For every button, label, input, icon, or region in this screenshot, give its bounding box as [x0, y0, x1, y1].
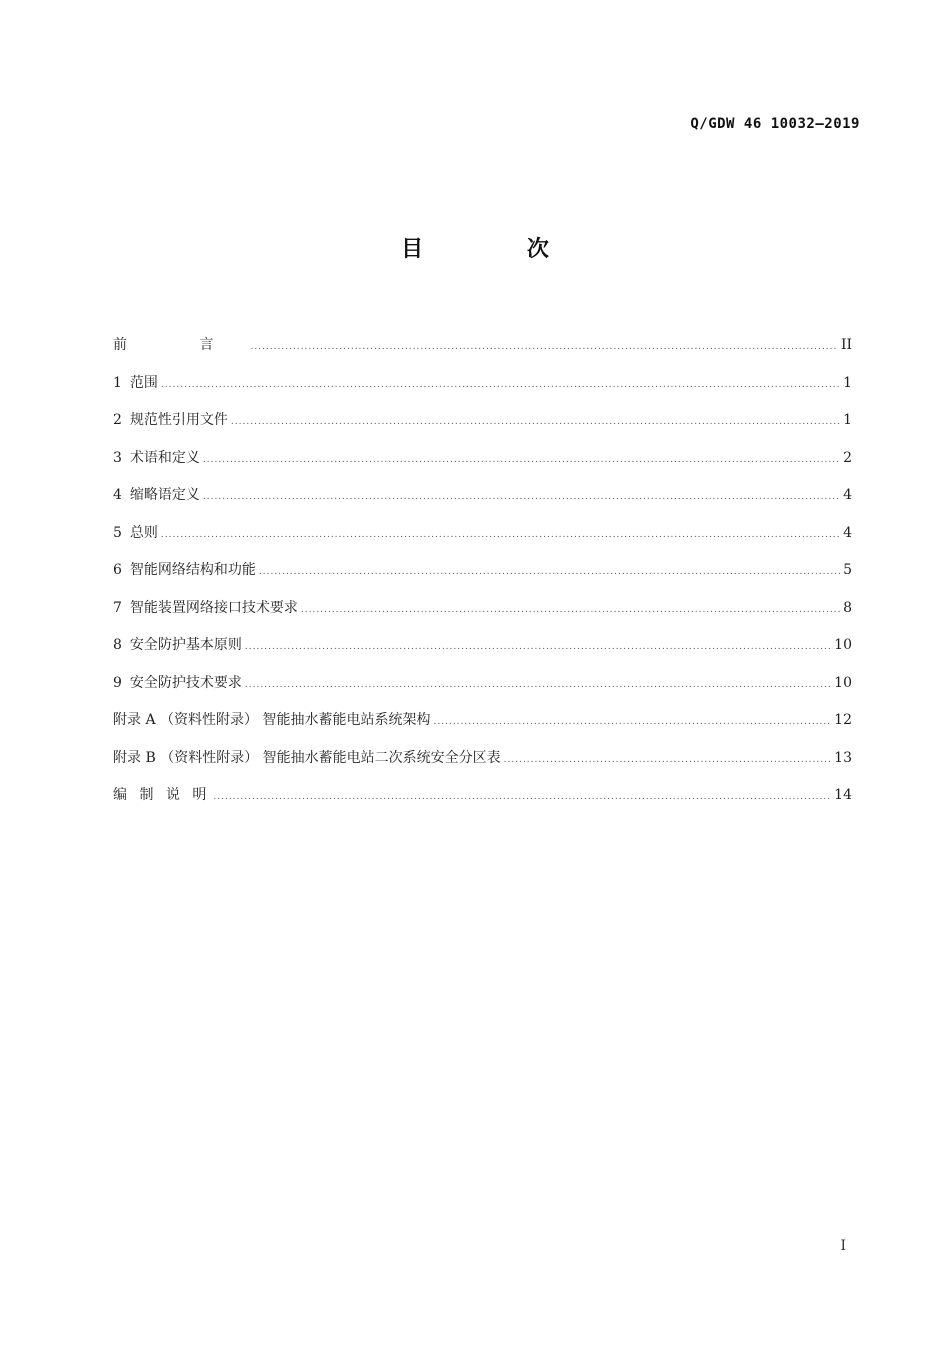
toc-entry-title: 前 言 — [113, 337, 248, 353]
toc-entry-number: 6 — [113, 562, 122, 578]
toc-leader-dots — [504, 756, 832, 765]
toc-leader-dots — [301, 606, 840, 615]
toc-entry[interactable] — [113, 709, 852, 747]
toc-entry-page: 1 — [843, 374, 852, 391]
page-title: 目 次 — [401, 237, 597, 262]
toc-entry[interactable] — [113, 634, 852, 672]
toc-entry-page: 4 — [843, 524, 852, 541]
toc-entry-title: 智能网络结构和功能 — [129, 562, 256, 578]
toc-entry[interactable] — [113, 597, 852, 635]
toc-entry-number: 5 — [113, 524, 122, 541]
toc-leader-dots — [231, 418, 840, 427]
toc-entry-title: 附录 B （资料性附录） 智能抽水蓄能电站二次系统安全分区表 — [113, 749, 501, 766]
toc-entry-title: 范围 — [129, 374, 158, 391]
toc-entry[interactable] — [113, 559, 852, 597]
toc-entry-title: 编 制 说 明 — [113, 787, 211, 803]
toc-entry-page: 1 — [843, 412, 852, 428]
toc-entry[interactable] — [113, 447, 852, 485]
toc-entry-page: 8 — [843, 599, 852, 616]
toc-entry-number: 4 — [113, 487, 122, 503]
toc-leader-dots — [245, 681, 831, 690]
toc-entry[interactable] — [113, 409, 852, 447]
toc-entry-title: 总则 — [129, 524, 158, 541]
document-code: Q/GDW 46 10032—2019 — [690, 116, 860, 132]
toc-entry-page: 14 — [834, 787, 852, 803]
toc-entry-number: 7 — [113, 599, 122, 616]
toc-entry-title: 规范性引用文件 — [129, 412, 228, 428]
toc-entry-page: 10 — [834, 637, 852, 653]
toc-entry-title: 安全防护基本原则 — [129, 637, 242, 653]
toc-entry[interactable] — [113, 672, 852, 710]
toc-entry-title: 智能装置网络接口技术要求 — [129, 599, 298, 616]
toc-entry-page: 5 — [843, 562, 852, 578]
toc-leader-dots — [213, 793, 831, 802]
toc-entry-number: 1 — [113, 374, 122, 391]
toc-leader-dots — [203, 493, 840, 502]
toc-entry-page: 10 — [834, 674, 852, 691]
toc-entry-page: 13 — [834, 749, 852, 766]
toc-entry-title: 安全防护技术要求 — [129, 674, 242, 691]
toc-entry-page: II — [840, 337, 852, 353]
toc-leader-dots — [433, 718, 831, 727]
toc-entry[interactable] — [113, 784, 852, 822]
page-number: I — [840, 1238, 846, 1254]
toc-entry-page: 12 — [834, 712, 852, 728]
toc-entry[interactable] — [113, 747, 852, 785]
toc-leader-dots — [161, 531, 840, 540]
toc-entry[interactable] — [113, 334, 852, 372]
table-of-contents — [113, 334, 852, 822]
toc-entry-number: 9 — [113, 674, 122, 691]
toc-entry-title: 附录 A （资料性附录） 智能抽水蓄能电站系统架构 — [113, 712, 431, 728]
toc-entry[interactable] — [113, 522, 852, 560]
toc-entry-title: 缩略语定义 — [129, 487, 200, 503]
toc-leader-dots — [203, 456, 840, 465]
toc-entry[interactable] — [113, 372, 852, 410]
toc-leader-dots — [245, 643, 831, 652]
toc-entry-title: 术语和定义 — [129, 449, 200, 466]
toc-leader-dots — [250, 343, 837, 352]
toc-leader-dots — [259, 568, 840, 577]
toc-entry-page: 4 — [843, 487, 852, 503]
toc-entry-number: 8 — [113, 637, 122, 653]
toc-leader-dots — [161, 381, 840, 390]
toc-entry[interactable] — [113, 484, 852, 522]
toc-entry-number: 3 — [113, 449, 122, 466]
toc-entry-page: 2 — [843, 449, 852, 466]
toc-entry-number: 2 — [113, 412, 122, 428]
